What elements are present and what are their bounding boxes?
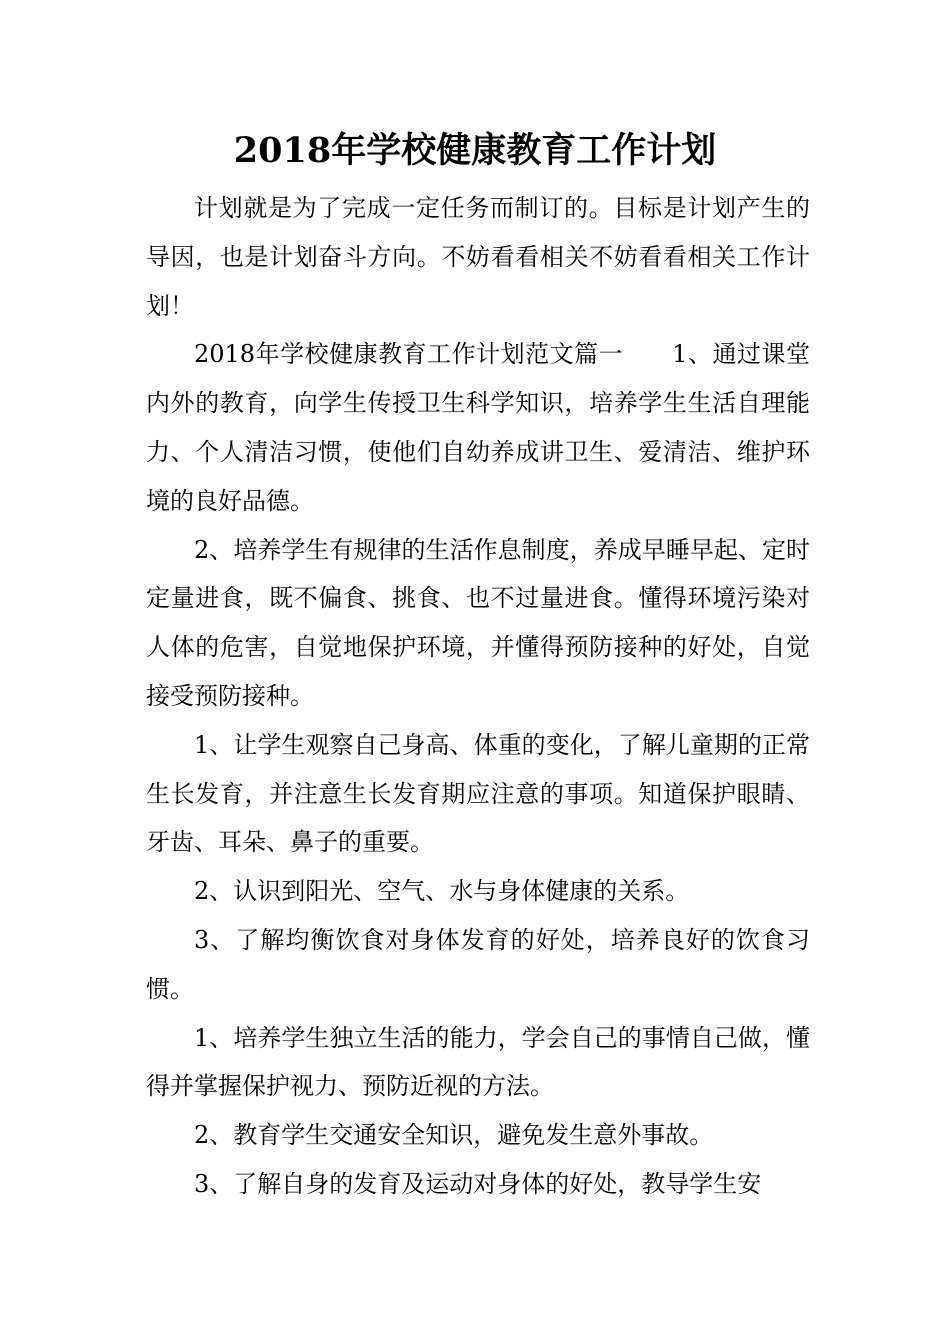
- paragraph-item: 2、培养学生有规律的生活作息制度，养成早睡早起、定时定量进食，既不偏食、挑食、也不过量进食。懂得环境污染对人体的危害，自觉地保护环境，并懂得预防接种的好处，自觉接受预防接种。: [146, 535, 810, 710]
- document-body: [146, 184, 810, 1209]
- paragraph-item: 2、认识到阳光、空气、水与身体健康的关系。: [194, 877, 690, 906]
- paragraph-item: 2018年学校健康教育工作计划范文篇一 1、通过课堂内外的教育，向学生传授卫生科学知识，培养学生生活自理能力、个人清洁习惯，使他们自幼养成讲卫生、爱清洁、维护环境的良好品德。: [146, 340, 810, 515]
- paragraph-item: 3、了解均衡饮食对身体发育的好处，培养良好的饮食习惯。: [146, 925, 810, 1003]
- paragraph-intro: 计划就是为了完成一定任务而制订的。目标是计划产生的导因，也是计划奋斗方向。不妨看看相关不妨看看相关工作计划！: [146, 194, 810, 320]
- paragraph-item: 3、了解自身的发育及运动对身体的好处，教导学生安: [194, 1169, 762, 1198]
- paragraph-item: 2、教育学生交通安全知识，避免发生意外事故。: [194, 1121, 714, 1150]
- paragraph-item: 1、让学生观察自己身高、体重的变化，了解儿童期的正常生长发育，并注意生长发育期应注意的事项。知道保护眼睛、牙齿、耳朵、鼻子的重要。: [146, 730, 810, 857]
- paragraph-item: 1、培养学生独立生活的能力，学会自己的事情自己做，懂得并掌握保护视力、预防近视的方法。: [146, 1023, 810, 1101]
- document-title: 2018年学校健康教育工作计划: [233, 130, 717, 171]
